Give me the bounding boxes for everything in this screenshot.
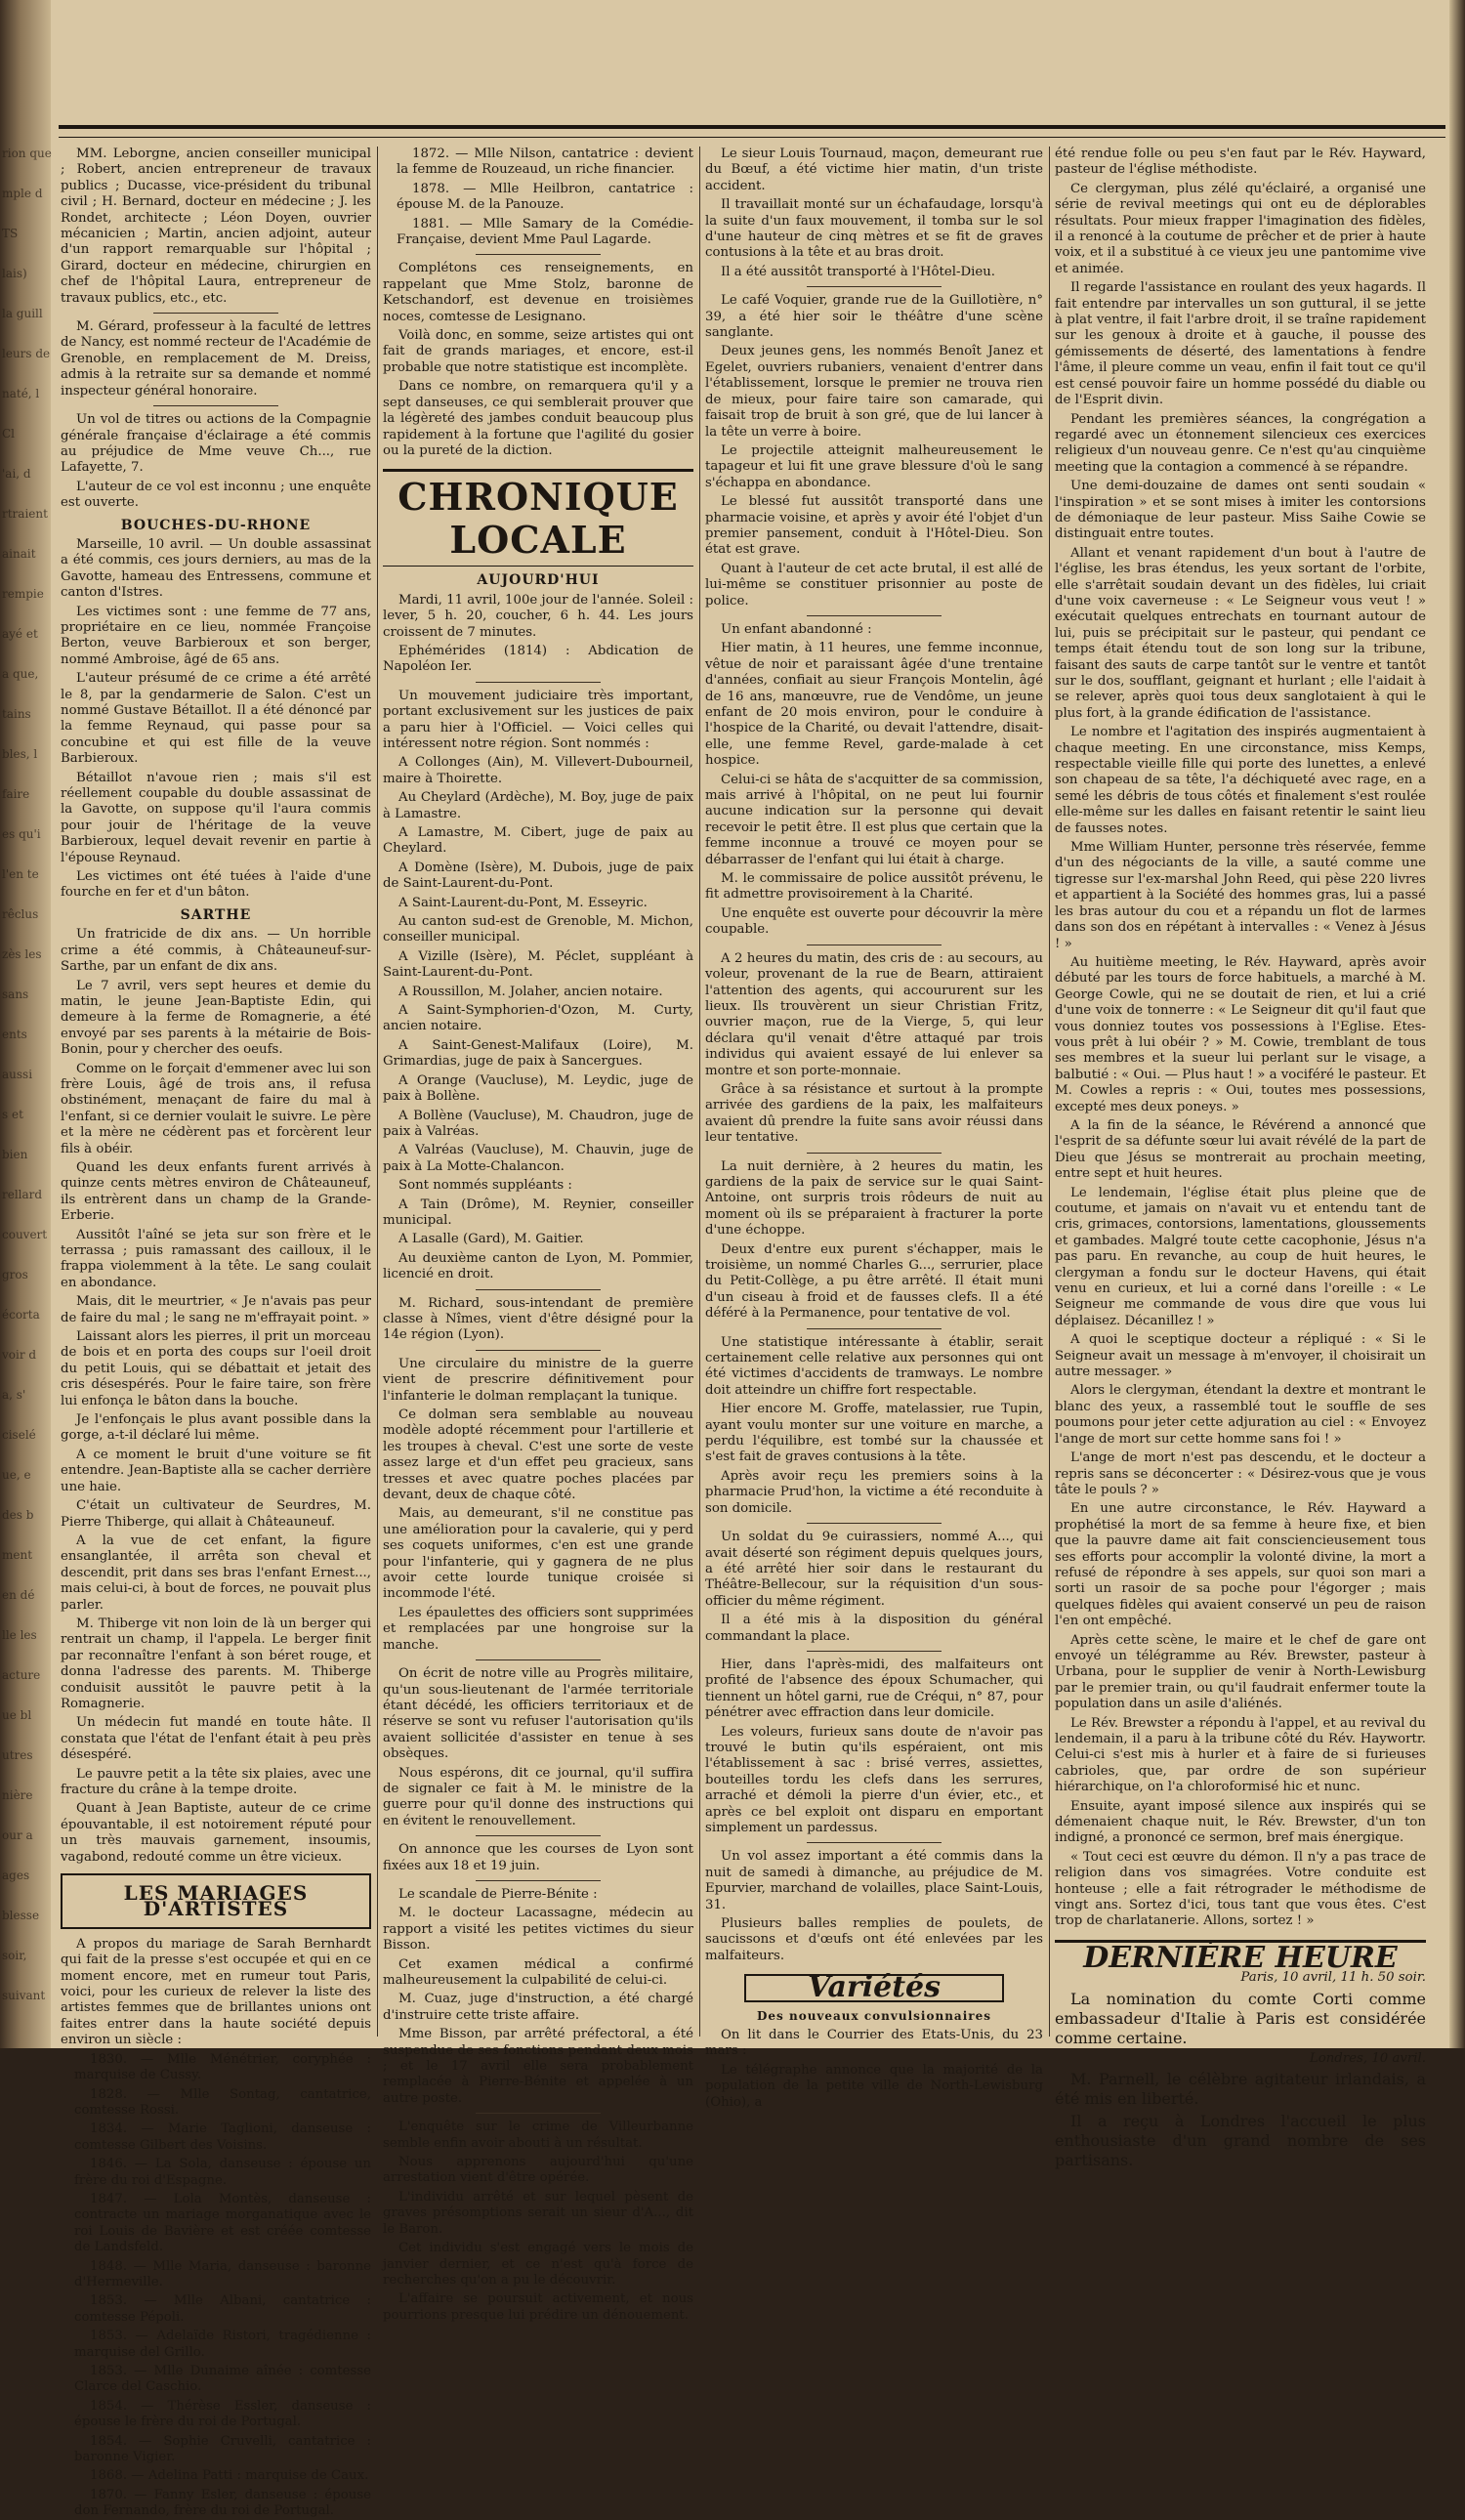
courses: On annonce que les courses de Lyon sont fixées aux 18 et 19 juin. bbox=[383, 1842, 693, 1873]
binding-fragment: faire bbox=[2, 787, 30, 801]
page-right-edge bbox=[1449, 0, 1465, 2048]
tournaud3: Il a été aussitôt transporté à l'Hôtel-Dieu. bbox=[721, 264, 996, 279]
corti: La nomination du comte Corti comme embassadeur d'Italie à Paris est considérée comme certaine. bbox=[1055, 1989, 1426, 2047]
engage: Cet individu s'est engagé vers le mois de janvier dernier, et ce n'est qu'à force de recherches qu'on a pu le découvrir. bbox=[383, 2241, 693, 2288]
progres2: Nous espérons, dit ce journal, qu'il suffira de signaler ce fait à M. le ministre de la guerre pour qu'il donne des instructions qui en évitent le renouvellement. bbox=[383, 1765, 693, 1828]
nominations-list bbox=[383, 755, 693, 1175]
binding-fragment: rion que bbox=[2, 147, 52, 160]
binding-fragment: rêclus bbox=[2, 907, 39, 921]
progres: On écrit de notre ville au Progrès militaire, qu'un sous-lieutenant de l'armée territoriale étant décédé, les officiers territoriaux et de réserve se sont vu refuser l'autorisation qu'ils avaient sollicitée d'assister en tenue à ses obsèques. bbox=[383, 1666, 693, 1762]
sarthe-paragraph: Aussitôt l'aîné se jeta sur son frère et le terrassa ; puis ramassant des cailloux, il le frappa violemment à la tête. Le sang coulait en abondance. bbox=[61, 1227, 371, 1290]
separator bbox=[153, 405, 277, 406]
col1-bdr2: Les victimes sont : une femme de 77 ans, propriétaire en ce lieu, nommée Françoise Berton, veuve Barbieroux et son berger, nommé Ambroise, âgé de 65 ans. bbox=[61, 604, 371, 667]
bisson: Mme Bisson, par arrêté préfectoral, a été suspendue de ses fonctions pendant deux mois ; et le 17 avril elle sera probablement remplacée à Pierre-Bénite et appelée à un autre poste. bbox=[383, 2027, 693, 2106]
mariage-entry: 1853. — Mlle Dunaime aînée : comtesse Clarce del Caschio. bbox=[74, 2364, 371, 2395]
binding-fragment: lle les bbox=[2, 1628, 37, 1642]
separator bbox=[153, 313, 277, 314]
soldat: Un soldat du 9e cuirassiers, nommé A..., qui avait déserté son régiment depuis quelques jours, a été arrêté hier soir dans le restaurant du Théâtre-Bellecour, sur la réquisition d'un sous-officier du même régiment. bbox=[705, 1530, 1043, 1609]
sarthe-paragraph: Quand les deux enfants furent arrivés à quinze cents mètres environ de Châteauneuf, ils entrèrent dans un champ de la Grande-Erberie. bbox=[61, 1159, 371, 1224]
column-1 bbox=[61, 147, 371, 2519]
col4-p5: Une demi-douzaine de dames ont senti soudain « l'inspiration » et se sont mises à imiter les contorsions de démoniaque de leur pasteur. Miss Saihe Cowie se distinguait entre toutes. bbox=[1055, 479, 1426, 542]
examen: Cet examen médical a confirmé malheureusement la culpabilité de celui-ci. bbox=[383, 1956, 693, 1988]
mariage-entry: 1872. — Mlle Nilson, cantatrice : devient la femme de Rouzeaud, un riche financier. bbox=[397, 147, 693, 178]
col1-bdr1: Marseille, 10 avril. — Un double assassinat a été commis, ces jours derniers, au mas de la Gavotte, hameau des Entressens, commune et canton d'Istres. bbox=[61, 536, 371, 601]
mariages-intro: A propos du mariage de Sarah Bernhardt qui fait de la presse s'est occupée et qui en ce moment encore, met en rumeur tout Paris, voici, pour les curieux de relever la liste des artistes femmes que de brillantes unions ont faites entrer dans la haute société depuis environ un siècle : bbox=[61, 1936, 371, 2048]
janez: Deux jeunes gens, les nommés Benoît Janez et Egelet, ouvriers rubaniers, venaient d'entrer dans l'établissement, lorsque le premier ne trouva rien de mieux, pour faire taire son camarade, qui faisait trop de bruit à son gré, que de lui lancer à la tête un verre à boire. bbox=[705, 344, 1043, 440]
dolman: Ce dolman sera semblable au nouveau modèle adopté récemment pour l'artillerie et les troupes à cheval. C'est une sorte de veste assez large et d'un effet peu gracieux, sans tresses et avec quatre poches placées par devant, deux de chaque côté. bbox=[383, 1407, 693, 1503]
dateline-paris: Paris, 10 avril, 11 h. 50 soir. bbox=[1240, 1970, 1426, 1986]
binding-fragment: zès les bbox=[2, 947, 42, 961]
col2-p1: Complétons ces renseignements, en rappelant que Mme Stolz, baronne de Ketschandorf, est devenue en troisièmes noces, comtesse de Lesignano. bbox=[383, 261, 693, 324]
binding-fragment: sans bbox=[2, 987, 29, 1001]
mariage-entry: 1881. — Mlle Samary de la Comédie-Française, devient Mme Paul Lagarde. bbox=[397, 216, 693, 248]
binding-fragment: rempie bbox=[2, 587, 44, 601]
enfant-abandon3: M. le commissaire de police aussitôt prévenu, le fit admettre provisoirement à la Charité. bbox=[705, 871, 1043, 903]
sarthe-paragraph: C'était un cultivateur de Seurdres, M. Pierre Thiberge, qui allait à Châteauneuf. bbox=[61, 1498, 371, 1530]
column-3 bbox=[705, 147, 1043, 2110]
mouvement-judiciaire: Un mouvement judiciaire très important, portant exclusivement sur les justices de paix a paru hier à l'Officiel. — Voici celles qui intéressent notre région. Sont nommés : bbox=[383, 688, 693, 751]
binding-fragment: naté, l bbox=[2, 387, 40, 400]
column-rule bbox=[1049, 147, 1050, 2037]
groffe2: Après avoir reçu les premiers soins à la pharmacie Prud'hon, la victime a été reconduite à son domicile. bbox=[705, 1468, 1043, 1516]
suppleant-entry: Au deuxième canton de Lyon, M. Pommier, licencié en droit. bbox=[383, 1250, 693, 1282]
mariage-entry: 1847. — Lola Montès, danseuse : contracte un mariage morganatique avec le roi Louis de Bavière et est créée comtesse de Landsfeld. bbox=[74, 2191, 371, 2255]
binding-fragment: a que, bbox=[2, 667, 39, 681]
col1-bdr4: Bétaillot n'avoue rien ; mais s'il est réellement coupable du double assassinat de la Gavotte, on suppose qu'il l'aura commis pour jouir de l'héritage de la veuve Barbieroux, lequel devait revenir en partie à l'épouse Reynaud. bbox=[61, 770, 371, 865]
binding-fragment: blesse bbox=[2, 1909, 40, 1922]
enfant-abandon: Hier matin, à 11 heures, une femme inconnue, vêtue de noir et paraissant âgée d'une trentaine d'années, confiait au sieur François Montelin, âgé de 16 ans, manœuvre, rue de Vendôme, un jeune enfant de 20 mois environ, pour le conduire à l'hospice de la Charité, ou devait l'attendre, disait-elle, une femme Revel, garde-malade à cet hospice. bbox=[705, 641, 1043, 769]
cris: A 2 heures du matin, des cris de : au secours, au voleur, provenant de la rue de Bearn, attiraient l'attention des agents, qui accoururent sur les lieux. Ils trouvèrent un sieur Christian Fritz, ouvrier maçon, rue de la Vierge, 5, qui leur déclara qu'il venait d'être attaqué par trois individus qui avaient essayé de lui enlever sa montre et son porte-monnaie. bbox=[705, 950, 1043, 1078]
col2-p2: Voilà donc, en somme, seize artistes qui ont fait de grands mariages, et encore, est-il probable que notre statistique est incomplète. bbox=[383, 328, 693, 375]
col4-p12: A quoi le sceptique docteur a répliqué : « Si le Seigneur avait un message à m'envoyer, il choisirait un autre messager. » bbox=[1055, 1332, 1426, 1380]
sarthe-paragraph: A la vue de cet enfant, la figure ensanglantée, il arrêta son cheval et descendit, prit dans ses bras l'enfant Ernest..., mais celui-ci, à bout de forces, ne pouvait plus parler. bbox=[61, 1533, 371, 1613]
col1-vol: Un vol de titres ou actions de la Compagnie générale française d'éclairage a été commis au préjudice de Mme veuve Ch..., rue Lafayette, 7. bbox=[61, 412, 371, 476]
mariage-entry: 1830. — Mlle Ménétrier, coryphée : marquise de Cussy. bbox=[74, 2051, 371, 2083]
col1-bdr5: Les victimes ont été tuées à l'aide d'une fourche en fer et d'un bâton. bbox=[61, 869, 371, 901]
binding-fragment: ents bbox=[2, 1028, 27, 1041]
mariages-title: LES MARIAGES D'ARTISTES bbox=[61, 1873, 371, 1929]
column-rule bbox=[377, 147, 378, 2037]
col4-p13: Alors le clergyman, étendant la dextre et montrant le blanc des yeux, a rassemblé tout le souffle de ses poumons pour jeter cette adjuration au ciel : « Envoyez l'ange de mort sur cette homme sans foi ! » bbox=[1055, 1383, 1426, 1447]
sarthe-paragraph: Je l'enfonçais le plus avant possible dans la gorge, a-t-il déclaré lui même. bbox=[61, 1412, 371, 1444]
cris2: Grâce à sa résistance et surtout à la prompte arrivée des gardiens de la paix, les malfaiteurs avaient dû prendre la fuite sans avoir réussi dans leur tentative. bbox=[705, 1081, 1043, 1146]
enfant-heading: Un enfant abandonné : bbox=[721, 621, 872, 637]
binding-fragment: l'en te bbox=[2, 867, 39, 881]
binding-fragment: en dé bbox=[2, 1588, 35, 1602]
sarthe-paragraph: Le pauvre petit a la tête six plaies, avec une fracture du crâne à la tempe droite. bbox=[61, 1766, 371, 1797]
binding-fragment: a, s' bbox=[2, 1388, 26, 1402]
separator bbox=[807, 286, 942, 287]
binding-fragment: rellard bbox=[2, 1188, 43, 1201]
mariages-list bbox=[61, 2052, 371, 2520]
col4-p7: Le nombre et l'agitation des inspirés augmentaient à chaque meeting. En une circonstance, miss Kemps, respectable vieille fille qui porte des lunettes, a enlevé son chapeau de sa tête, l'a déchiqueté avec rage, en a semé les débris de tous côtés et finalement s'est roulée elle-même sur les dalles en faisant retentir le saint lieu de fausses notes. bbox=[1055, 725, 1426, 836]
binding-fragment: tains bbox=[2, 707, 31, 721]
separator bbox=[476, 1289, 600, 1290]
nomination-entry: A Valréas (Vaucluse), M. Chauvin, juge de paix à La Motte-Chalancon. bbox=[383, 1143, 693, 1174]
col4-p2: Ce clergyman, plus zélé qu'éclairé, a organisé une série de revival meetings qui ont eu de déplorables résultats. Pour mieux frapper l'imagination des fidèles, il a renoncé à la coutume de prêcher et de prier à haute voix, et il a substitué à ce vieux jeu une pantomime vive et animée. bbox=[1055, 181, 1426, 276]
binding-fragment: ciselé bbox=[2, 1428, 36, 1442]
richard: M. Richard, sous-intendant de première classe à Nîmes, vient d'être désigné pour la 14e région (Lyon). bbox=[383, 1295, 693, 1343]
mariage-entry: 1853. — Mlle Albani, cantatrice : comtesse Pépoli. bbox=[74, 2293, 371, 2325]
col4-p11: Le lendemain, l'église était plus pleine que de coutume, et jamais on n'avait vu et entendu tant de cris, grimaces, contorsions, lamentations, gloussements et gambades. Malgré toute cette cacophonie, Jésus n'a pas paru. En revanche, au coup de huit heures, le clergyman a fondu sur le docteur Havens, qui était venu en curieux, et lui a corné dans l'oreille : « Le Seigneur me commande de vous dire que vous lui déplaisez. Décanillez ! » bbox=[1055, 1185, 1426, 1328]
hier: Hier, dans l'après-midi, des malfaiteurs ont profité de l'absence des époux Schumacher, qui tiennent un hôtel garni, rue de Créqui, n° 87, pour pénétrer avec effraction dans leur domicile. bbox=[705, 1657, 1043, 1721]
derniere-heure-title: DERNIÈRE HEURE bbox=[1055, 1940, 1426, 1970]
auteur: Quant à l'auteur de cet acte brutal, il est allé de lui-même se constituer prisonnier au poste de police. bbox=[705, 561, 1043, 609]
column-2 bbox=[383, 147, 693, 2323]
nomination-entry: A Domène (Isère), M. Dubois, juge de paix de Saint-Laurent-du-Pont. bbox=[383, 860, 693, 892]
col4-p9: Au huitième meeting, le Rév. Hayward, après avoir débuté par les tours de force habituels, a marché à M. George Cowle, qui ne se doutait de rien, et lui a crié d'une voix de tonnerre : « Le Seigneur dit qu'il faut que vous donniez toutes vos possessions à l'Eglise. Etes-vous prêt à lui obéir ? » M. Cowie, tremblant de tous ses membres et la sueur lui perlant sur le visage, a balbutié : « Oui. — Plus haut ! » a vociféré le pasteur. Et M. Cowles a repris : « Oui, toutes mes possessions, excepté mes deux poneys. » bbox=[1055, 954, 1426, 1114]
chronique-locale-title: CHRONIQUE LOCALE bbox=[383, 469, 693, 567]
convulsionnaires-heading: Des nouveaux convulsionnaires bbox=[757, 2008, 991, 2023]
circulaire: Une circulaire du ministre de la guerre vient de prescrire définitivement pour l'infanterie le dolman remplaçant la tunique. bbox=[383, 1356, 693, 1404]
lacassagne: M. le docteur Lacassagne, médecin au rapport a visité les petites victimes du sieur Bisson. bbox=[383, 1906, 693, 1953]
binding-fragment: s et bbox=[2, 1108, 23, 1121]
mariage-entry: 1853. — Adelaïde Ristori, tragédienne : marquise del Grillo. bbox=[74, 2329, 371, 2360]
mariage-entry: 1854. — Thérèse Essler, danseuse : épouse le frère du roi de Portugal. bbox=[74, 2398, 371, 2430]
binding-fragment: ue bl bbox=[2, 1708, 32, 1722]
sarthe-paragraph: Un fratricide de dix ans. — Un horrible crime a été commis, à Châteauneuf-sur-Sarthe, par un enfant de dix ans. bbox=[61, 927, 371, 975]
binding-fragment: aussi bbox=[2, 1068, 33, 1081]
parnell2: Il a reçu à Londres l'accueil le plus enthousiaste d'un grand nombre de ses partisans. bbox=[1055, 2112, 1426, 2170]
binding-fragment: mple d bbox=[2, 187, 43, 200]
col1-vol2: L'auteur de ce vol est inconnu ; une enquête est ouverte. bbox=[61, 479, 371, 511]
col4-p18: Ensuite, ayant imposé silence aux inspirés qui se démenaient chaque nuit, le Rév. Brewster, d'un ton indigné, a prononcé ce sermon, bref mais énergique. bbox=[1055, 1798, 1426, 1846]
binding-fragment: bien bbox=[2, 1148, 28, 1161]
mariage-entry: 1846. — La Sola, danseuse : épouse un frère du roi d'Espagne. bbox=[74, 2157, 371, 2188]
mariage-entry: 1854. — Sophie Cruvelli, cantatrice : baronne Vigier. bbox=[74, 2433, 371, 2465]
binding-fragment: suivant bbox=[2, 1989, 46, 2002]
parnell: M. Parnell, le célèbre agitateur irlandais, a été mis en liberté. bbox=[1055, 2070, 1426, 2109]
soldat2: Il a été mis à la disposition du général commandant la place. bbox=[705, 1613, 1043, 1644]
projectile: Le projectile atteignit malheureusement le tapageur et lui fit une grave blessure d'où le sang s'échappa en abondance. bbox=[705, 442, 1043, 490]
binding-fragment: ainait bbox=[2, 547, 36, 561]
nuit2: Deux d'entre eux purent s'échapper, mais le troisième, un nommé Charles G..., serrurier, place du Petit-Collège, a pu être arrêté. Il était muni d'un ciseau à froid et de fausses clefs. Il a été déféré à la Permanence, pour tentative de vol. bbox=[705, 1241, 1043, 1322]
separator bbox=[807, 1153, 942, 1154]
mariage-entry: 1848. — Mlle Maria, danseuse : baronne d'Hermeville. bbox=[74, 2258, 371, 2289]
arrestation: Nous apprenons aujourd'hui qu'une arrestation vient d'être opérée. bbox=[383, 2155, 693, 2186]
sarthe-paragraph: M. Thiberge vit non loin de là un berger qui rentrait un champ, il l'appela. Le berger finit par reconnaître l'enfant à son béret rouge, et donna l'adresse des parents. M. Thiberge conduisit aussitôt le pauvre petit à la Romagnerie. bbox=[61, 1616, 371, 1711]
aujourdhui-heading: AUJOURD'HUI bbox=[477, 572, 600, 589]
mariage-entry: 1878. — Mlle Heilbron, cantatrice : épouse M. de la Panouze. bbox=[397, 181, 693, 213]
mariage-entry: 1870. — Fanny Esler, danseuse : épouse don Fernando, frère du roi de Portugal. bbox=[74, 2487, 371, 2519]
blesse: Le blessé fut aussitôt transporté dans une pharmacie voisine, et après y avoir été l'objet d'un premier pansement, conduit à l'Hôtel-Dieu. Son état est grave. bbox=[705, 494, 1043, 558]
column-4 bbox=[1055, 147, 1426, 2170]
col4-p16: Après cette scène, le maire et le chef de gare ont envoyé un télégramme au Rév. Brewster, pasteur à Urbana, pour le supplier de venir à North-Lewisburg par le premier train, ou qu'il faudrait enfermer toute la population dans un asile d'aliénés. bbox=[1055, 1632, 1426, 1712]
separator bbox=[476, 1350, 600, 1351]
nuit: La nuit dernière, à 2 heures du matin, les gardiens de la paix de service sur le quai Saint-Antoine, ont surpris trois rôdeurs de nuit au moment où ils se préparaient à fracturer la porte d'une échoppe. bbox=[705, 1158, 1043, 1239]
column-rule bbox=[699, 147, 700, 2037]
today: Mardi, 11 avril, 100e jour de l'année. Soleil : lever, 5 h. 20, coucher, 6 h. 44. Les jours croissent de 7 minutes. bbox=[383, 592, 693, 640]
mariages-list-continued bbox=[383, 147, 693, 248]
sarthe-paragraph: Un médecin fut mandé en toute hâte. Il constata que l'état de l'enfant était à peu près désespéré. bbox=[61, 1715, 371, 1763]
separator bbox=[807, 1842, 942, 1843]
col1-intro: MM. Leborgne, ancien conseiller municipal ; Robert, ancien entrepreneur de travaux publics ; Ducasse, vice-président du tribunal civil ; H. Bernard, docteur en médecine ; J. les Rondet, architecte ; Léon Doyen, ouvrier mécanicien ; Martin, ancien adjoint, auteur d'un rapport remarquable sur l'hôpital ; Girard, docteur en médecine, chirurgien en chef de l'hôpital Laura, entrepreneur de travaux publics, etc., etc. bbox=[61, 147, 371, 306]
separator bbox=[807, 1651, 942, 1652]
ephemerides: Ephémérides (1814) : Abdication de Napoléon Ier. bbox=[383, 643, 693, 675]
binding-fragment: écorta bbox=[2, 1308, 40, 1322]
groffe: Hier encore M. Groffe, matelassier, rue Tupin, ayant voulu monter sur une voiture en marche, a perdu l'équilibre, est tombé sur la chaussée et s'est fait de graves contusions à la tête. bbox=[705, 1402, 1043, 1465]
enfant-abandon4: Une enquête est ouverte pour découvrir la mère coupable. bbox=[705, 905, 1043, 938]
scandale: Le scandale de Pierre-Bénite : bbox=[398, 1886, 598, 1902]
nomination-entry: Au canton sud-est de Grenoble, M. Michon, conseiller municipal. bbox=[383, 914, 693, 945]
heading-bouches-du-rhone: BOUCHES-DU-RHONE bbox=[120, 517, 312, 533]
separator bbox=[476, 682, 600, 683]
col4-p6: Allant et venant rapidement d'un bout à l'autre de l'église, les bras étendus, les yeux sortant de l'orbite, elle s'arrêtait soudain devant un des fidèles, lui criait d'une voix caverneuse : « Le Seigneur vous veut ! » exécutait quelques entrechats en tournant autour de lui, puis se précipitait sur le pasteur, qui pendant ce temps était étendu tout de son long sur la tribune, faisant des sauts de carpe tantôt sur le ventre et tantôt sur le dos, soufflant, geignant et hurlant ; elle l'aidait à se relever, après quoi tous deux sanglotaient à qui le plus fort, à la grande édification de l'assistance. bbox=[1055, 545, 1426, 721]
suppleant-entry: A Tain (Drôme), M. Reynier, conseiller municipal. bbox=[383, 1197, 693, 1228]
col4-p14: L'ange de mort n'est pas descendu, et le docteur a repris sans se déconcerter : « Désirez-vous que je vous tâte le pouls ? » bbox=[1055, 1450, 1426, 1497]
binding-fragment: nière bbox=[2, 1788, 33, 1802]
mariage-entry: 1834. — Marie Taglioni, danseuse : comtesse Gilbert des Voisins. bbox=[74, 2121, 371, 2153]
binding-fragment: leurs de bbox=[2, 347, 51, 360]
binding-fragment: ayé et bbox=[2, 627, 38, 641]
col4-p17: Le Rév. Brewster a répondu à l'appel, et au revival du lendemain, il a paru à la tribune côté du Rév. Haywortr. Celui-ci s'est mis à hurler et à faire de si furieuses cabrioles, que, par ordre de son supérieur hiérarchique, on l'a chloroformisé hic et nunc. bbox=[1055, 1715, 1426, 1795]
epaulettes: Les épaulettes des officiers sont supprimées et remplacées par une hongroise sur la manche. bbox=[383, 1605, 693, 1653]
col4-p19: « Tout ceci est œuvre du démon. Il n'y a pas trace de religion dans vos simagrées. Votre conduite est honteuse ; elle a fait rétrograder le méthodisme de vingt ans. Sortez d'ici, tous tant que vous êtes. C'est trop de charlatanerie. Allons, sortez ! » bbox=[1055, 1849, 1426, 1929]
binding-fragment: 'ai, d bbox=[2, 467, 31, 481]
nomination-entry: A Saint-Genest-Malifaux (Loire), M. Grimardias, juge de paix à Sancergues. bbox=[383, 1037, 693, 1070]
separator bbox=[807, 1328, 942, 1329]
mariage-entry: 1868. — Adelina Patti : marquise de Caux. bbox=[90, 2468, 369, 2484]
conv1: On lit dans le Courrier des Etats-Unis, du 23 mars : bbox=[705, 2028, 1043, 2059]
sarthe-paragraph: Quant à Jean Baptiste, auteur de ce crime épouvantable, il est notoirement réputé pour un très mauvais garnement, insoumis, vagabond, redouté comme un être vicieux. bbox=[61, 1801, 371, 1865]
col1-gerard: M. Gérard, professeur à la faculté de lettres de Nancy, est nommé recteur de l'Académie de Grenoble, en remplacement de M. Dreiss, admis à la retraite sur sa demande et nommé inspecteur général honoraire. bbox=[61, 319, 371, 399]
dateline-londres: Londres, 10 avril. bbox=[1309, 2050, 1426, 2066]
sarthe-article bbox=[61, 927, 371, 1866]
col4-p1: été rendue folle ou peu s'en faut par le Rév. Hayward, pasteur de l'église méthodiste. bbox=[1055, 147, 1426, 178]
nomination-entry: A Vizille (Isère), M. Péclet, suppléant à Saint-Laurent-du-Pont. bbox=[383, 948, 693, 981]
top-rule bbox=[59, 125, 1445, 138]
cafe-voquier: Le café Voquier, grande rue de la Guillotière, n° 39, a été hier soir le théâtre d'une scène sanglante. bbox=[705, 293, 1043, 341]
binding-fragment: utres bbox=[2, 1748, 33, 1762]
sarthe-paragraph: Laissant alors les pierres, il prit un morceau de bois et en porta des coups sur l'oeil droit du petit Louis, qui se débattait et jetait des cris désespérés. Pour le faire taire, son frère lui enfonça le bâton dans la bouche. bbox=[61, 1329, 371, 1408]
binding-fragment: acture bbox=[2, 1668, 41, 1682]
individu: L'individu arrêté et sur lequel pèsent de graves présomptions serait un sieur d'A..., dit le Baron. bbox=[383, 2189, 693, 2237]
col4-p15: En une autre circonstance, le Rév. Hayward a prophétisé la mort de sa femme à heure fixe, et bien que la pauvre dame ait fait consciencieusement tous ses efforts pour accomplir la volonté divine, la mort a refusé de répondre à ses appels, sur quoi son mari a sorti un rasoir de sa poche pour l'égorger ; mais quelques fidèles qui avaient conservé un peu de raison l'en ont empêché. bbox=[1055, 1501, 1426, 1629]
col4-p10: A la fin de la séance, le Révérend a annoncé que l'esprit de sa défunte sœur lui avait révélé de la part de Dieu que Jésus se montrerait au prochain meeting, entre sept et huit heures. bbox=[1055, 1117, 1426, 1182]
binding-fragment: gros bbox=[2, 1268, 28, 1281]
col4-p4: Pendant les premières séances, la congrégation a regardé avec un étonnement silencieux ces exercices religieux d'un nouveau genre. Ce n'est qu'au cinquième meeting que la contagion a commencé à se répandre. bbox=[1055, 411, 1426, 475]
nomination-entry: A Roussillon, M. Jolaher, ancien notaire. bbox=[398, 984, 663, 999]
mariage-entry: 1828. — Mlle Sontag, cantatrice, comtesse Rossi. bbox=[74, 2086, 371, 2118]
binding-fragment: ue, e bbox=[2, 1468, 31, 1482]
separator bbox=[807, 615, 942, 616]
binding-fragment: voir d bbox=[2, 1348, 37, 1362]
nomination-entry: A Collonges (Ain), M. Villevert-Dubourneil, maire à Thoirette. bbox=[383, 755, 693, 786]
binding-fragment: TS bbox=[2, 227, 19, 240]
affaire: L'affaire se poursuit activement, et nous pourrions presque lui prédire un dénouement. bbox=[383, 2291, 693, 2323]
sarthe-paragraph: Mais, dit le meurtrier, « Je n'avais pas peur de faire du mal ; le sang ne m'effrayait point. » bbox=[61, 1294, 371, 1325]
nomination-entry: A Orange (Vaucluse), M. Leydic, juge de paix à Bollène. bbox=[383, 1072, 693, 1105]
binding-fragment: ment bbox=[2, 1548, 33, 1562]
sarthe-paragraph: A ce moment le bruit d'une voiture se fit entendre. Jean-Baptiste alla se cacher derrière une haie. bbox=[61, 1447, 371, 1494]
separator bbox=[476, 2113, 600, 2114]
tournaud: Le sieur Louis Tournaud, maçon, demeurant rue du Bœuf, a été victime hier matin, d'un triste accident. bbox=[705, 147, 1043, 193]
page-binding bbox=[0, 0, 51, 2048]
enfant-abandon2: Celui-ci se hâta de s'acquitter de sa commission, mais arrivé à l'hôpital, on ne peut lui fournir aucune indication sur la personne qui devait recevoir le petit être. Il est plus que certain que la femme inconnue a trouvé ce moyen pour se débarrasser de l'enfant qui lui était à charge. bbox=[705, 772, 1043, 867]
villeurbanne: L'enquête sur le crime de Villeurbanne semble enfin avoir abouti à un résultat. bbox=[383, 2120, 693, 2151]
nomination-entry: A Saint-Symphorien-d'Ozon, M. Curty, ancien notaire. bbox=[383, 1003, 693, 1034]
nomination-entry: A Saint-Laurent-du-Pont, M. Esseyric. bbox=[398, 895, 648, 910]
varietes-title: Variétés bbox=[744, 1974, 1004, 2001]
sarthe-paragraph: Le 7 avril, vers sept heures et demie du matin, le jeune Jean-Baptiste Edin, qui demeure à la ferme de Romagnerie, a été envoyé par ses parents à la métairie de Bois-Bonin, pour y chercher des oeufs. bbox=[61, 978, 371, 1058]
col2-p3: Dans ce nombre, on remarquera qu'il y a sept danseuses, ce qui semblerait prouver que la légèreté des jambes conduit beaucoup plus rapidement à la fortune que l'agilité du gosier ou la pureté de la diction. bbox=[383, 379, 693, 458]
binding-fragment: ages bbox=[2, 1869, 30, 1882]
suppleants-heading: Sont nommés suppléants : bbox=[398, 1178, 572, 1194]
binding-fragment: es qu'i bbox=[2, 827, 41, 841]
binding-fragment: Cl bbox=[2, 427, 16, 441]
col4-p8: Mme William Hunter, personne très réservée, femme d'un des négociants de la ville, a sauté comme une tigresse sur l'ex-marshal John Reed, qui pèse 220 livres et appartient à la Société des hommes gras, lui a passé les bras autour du cou et a répandu un flot de larmes dans son dos en répétant à intervalles : « Venez à Jésus ! » bbox=[1055, 840, 1426, 951]
nomination-entry: A Lamastre, M. Cibert, juge de paix au Cheylard. bbox=[383, 825, 693, 857]
heading-sarthe: SARTHE bbox=[180, 906, 252, 923]
binding-fragment: soir, bbox=[2, 1949, 27, 1962]
separator bbox=[476, 254, 600, 255]
binding-fragment: couvert bbox=[2, 1228, 48, 1241]
tournaud2: Il travaillait monté sur un échafaudage, lorsqu'à la suite d'un faux mouvement, il tomba sur le sol d'une hauteur de cinq mètres et se fit de graves contusions à la tête et au bras droit. bbox=[705, 197, 1043, 261]
cuaz: M. Cuaz, juge d'instruction, a été chargé d'instruire cette triste affaire. bbox=[383, 1992, 693, 2023]
separator bbox=[807, 1523, 942, 1524]
binding-fragment: des b bbox=[2, 1508, 34, 1522]
binding-fragment: rtraient bbox=[2, 507, 48, 521]
statistique: Une statistique intéressante à établir, serait certainement celle relative aux personnes qui ont été victimes d'accidents de tramways. Le nombre doit atteindre un chiffre fort respectable. bbox=[705, 1334, 1043, 1398]
vol-epurvier2: Plusieurs balles remplies de poulets, de saucissons et d'œufs ont été enlevées par les malfaiteurs. bbox=[705, 1916, 1043, 1963]
sarthe-paragraph: Comme on le forçait d'emmener avec lui son frère Louis, âgé de trois ans, il refusa obstinément, menaçant de faire du mal à l'enfant, si ce dernier voulait le suivre. Le père et la mère ne cédèrent pas et forcèrent leur fils à obéir. bbox=[61, 1061, 371, 1156]
col1-bdr3: L'auteur présumé de ce crime a été arrêté le 8, par la gendarmerie de Salon. C'est un nommé Gustave Bétaillot. Il a été dénoncé par la femme Reynaud, qui passe pour sa concubine et qui est fille de la veuve Barbieroux. bbox=[61, 671, 371, 767]
binding-fragment: our a bbox=[2, 1828, 33, 1842]
separator bbox=[476, 1835, 600, 1836]
dolman2: Mais, au demeurant, s'il ne constitue pas une amélioration pour la cavalerie, qui y perd ses coquets uniformes, c'en est une grande pour l'infanterie, qui y gagnera de ne plus avoir cette lourde tunique croisée si incommode l'été. bbox=[383, 1506, 693, 1602]
suppleants-list bbox=[383, 1197, 693, 1283]
nomination-entry: A Bollène (Vaucluse), M. Chaudron, juge de paix à Valréas. bbox=[383, 1108, 693, 1139]
vol-epurvier: Un vol assez important a été commis dans la nuit de samedi à dimanche, au préjudice de M. Epurvier, marchand de volailles, place Saint-Louis, 31. bbox=[705, 1849, 1043, 1912]
nomination-entry: Au Cheylard (Ardèche), M. Boy, juge de paix à Lamastre. bbox=[383, 790, 693, 821]
binding-fragment: bles, l bbox=[2, 747, 38, 761]
separator bbox=[476, 1659, 600, 1660]
binding-fragment: lais) bbox=[2, 267, 27, 280]
voleurs: Les voleurs, furieux sans doute de n'avoir pas trouvé le butin qu'ils espéraient, ont mis l'établissement à sac : brisé verres, assiettes, bouteilles tordu les clefs dans les serrures, arraché et démoli la pierre d'un évier, etc., et après ce bel exploit ont disparu en emportant simplement un pardessus. bbox=[705, 1724, 1043, 1835]
conv2: Le télégraphe annonce que la majorité de la population de la petite ville de North-Lewisburg (Ohio), a bbox=[705, 2062, 1043, 2110]
col4-p3: Il regarde l'assistance en roulant des yeux hagards. Il fait entendre par intervalles un son guttural, il se jette à plat ventre, il fait l'arbre droit, il se traîne rapidement sur les genoux à droite et à gauche, il pousse des gémissements de déserté, des lamentations à fendre l'âme, il pleure comme un veau, enfin il fait tout ce qu'il est censé pouvoir faire un homme possédé du diable ou de l'Esprit divin. bbox=[1055, 280, 1426, 408]
binding-fragment: la guill bbox=[2, 307, 43, 320]
separator bbox=[476, 1880, 600, 1881]
suppleant-entry: A Lasalle (Gard), M. Gaitier. bbox=[398, 1232, 584, 1247]
